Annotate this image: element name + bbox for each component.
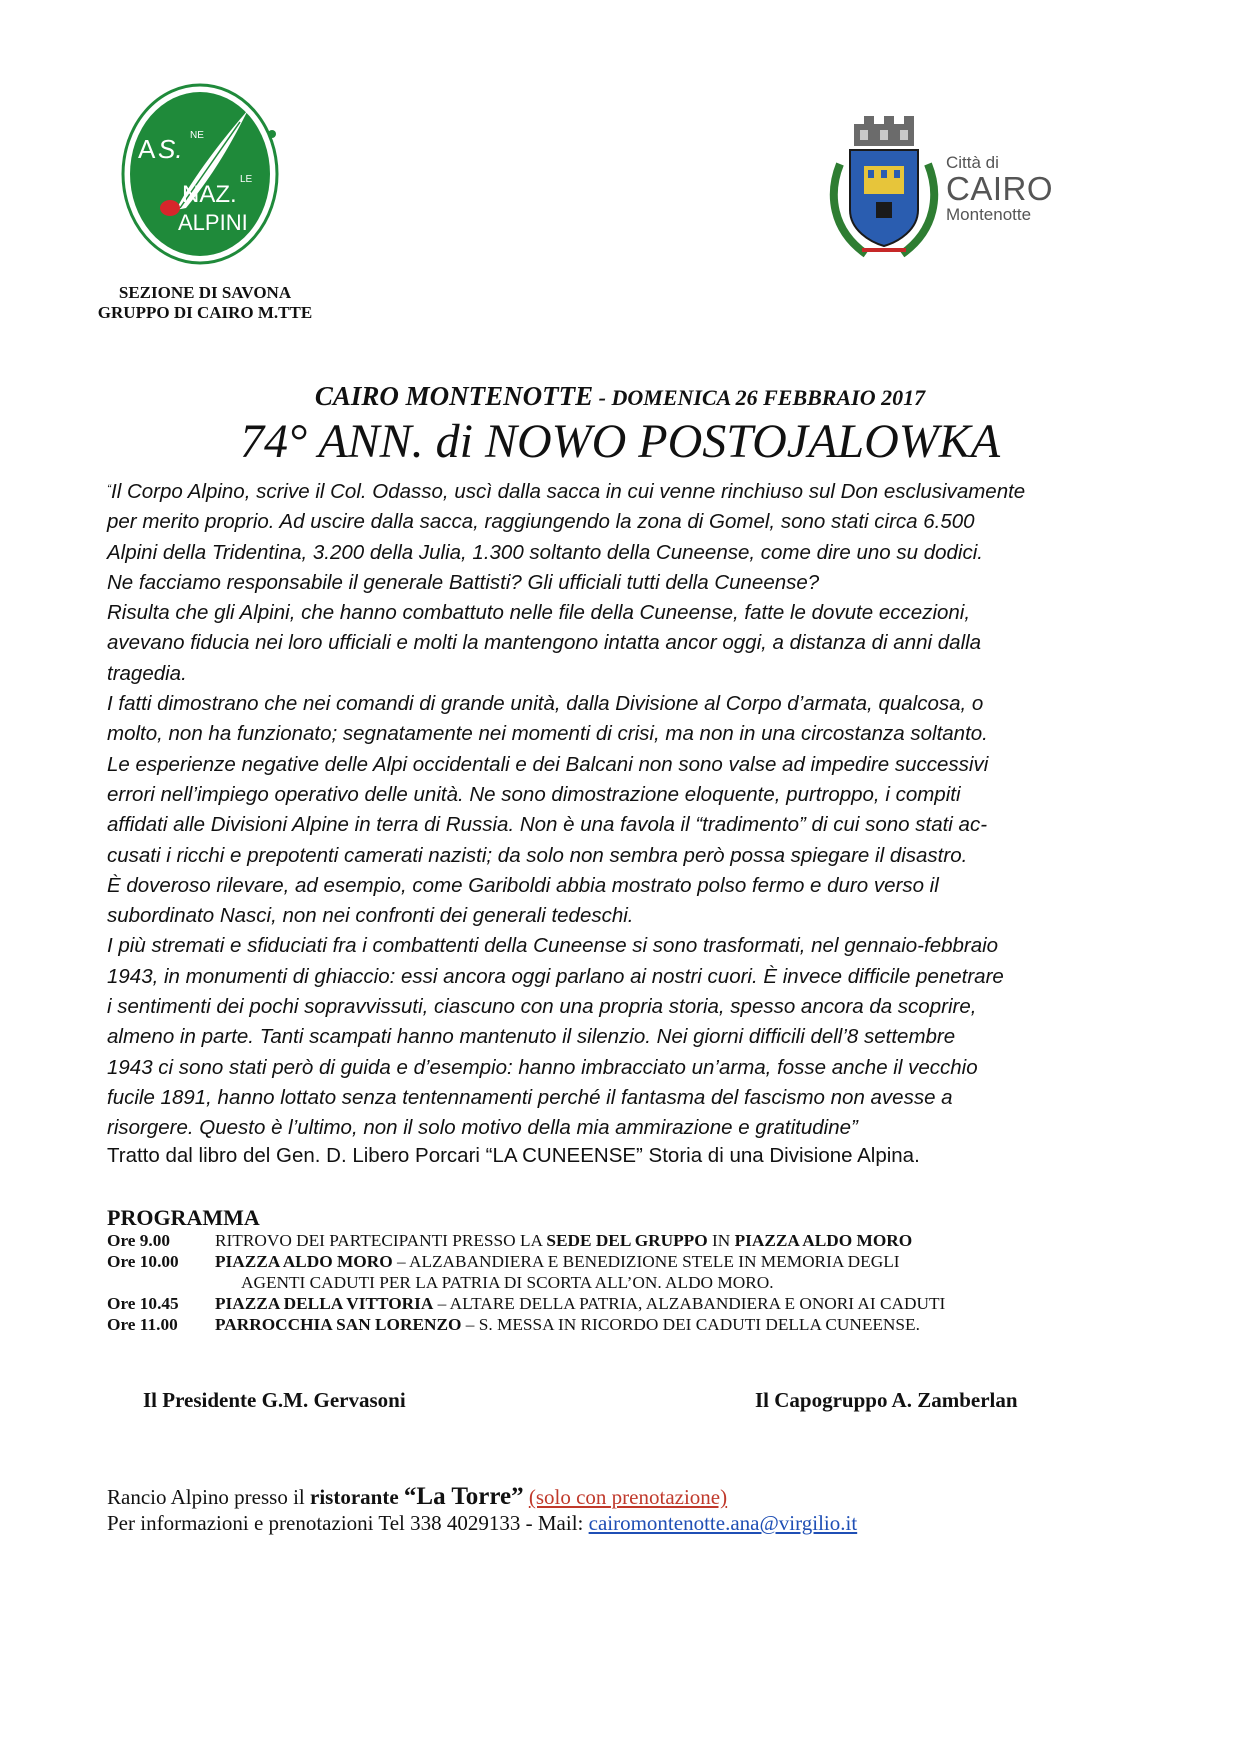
sezione-heading [60, 283, 350, 323]
event-main-title: 74° ANN. di NOWO POSTOJALOWKA [239, 415, 1001, 468]
programma-row [107, 1251, 1137, 1272]
cairo-montenotte-logo [826, 114, 1096, 264]
quote-line: I più stremati e sfiduciati fra i combattenti della Cuneense si sono trasformati, nel gennaio-febbraio [107, 934, 999, 958]
quote-line: 1943 ci sono stati però di guida e d’esempio: hanno imbracciato un’arma, fosse anche il vecchio [107, 1055, 978, 1079]
quote-line: 1943, in monumenti di ghiaccio: essi ancora oggi parlano ai nostri cuori. È invece difficile penetrare [107, 964, 1004, 988]
quote-line: fucile 1891, hanno lottato senza tentennamenti perché il fantasma del fascismo non avesse a [107, 1085, 953, 1109]
quote-line: affidati alle Divisioni Alpine in terra di Russia. Non è una favola il “tradimento” di cui sono stati ac- [107, 813, 988, 837]
svg-text:ALPINI: ALPINI [178, 210, 248, 235]
ana-logo-emblem [120, 82, 280, 266]
booking-note: (solo con prenotazione) [528, 1485, 728, 1509]
cairo-logo-line2: CAIRO [946, 170, 1054, 207]
ana-logo [120, 82, 280, 266]
programma-title: PROGRAMMA [107, 1205, 260, 1230]
programma-row [107, 1314, 1137, 1335]
cairo-logo-text [946, 154, 1053, 224]
event-place: CAIRO MONTENOTTE [314, 381, 594, 411]
signature-presidente: Il Presidente G.M. Gervasoni [143, 1388, 406, 1412]
programma-row [107, 1230, 1137, 1251]
gruppo-label: GRUPPO DI CAIRO M.TTE [97, 303, 313, 322]
svg-text:A: A [138, 134, 156, 164]
programma-time: Ore 10.45 [107, 1294, 179, 1313]
programma-row-continuation [107, 1272, 1137, 1293]
programma-text: PIAZZA DELLA VITTORIA – ALTARE DELLA PATRIA, ALZABANDIERA E ONORI AI CADUTI [215, 1294, 946, 1313]
sezione-label: SEZIONE DI SAVONA [118, 283, 292, 302]
programma-row [107, 1293, 1137, 1314]
quote-line: subordinato Nasci, non nei confronti dei generali tedeschi. [107, 904, 634, 928]
quote-line: È doveroso rilevare, ad esempio, come Gariboldi abbia mostrato polso fermo e duro verso il [107, 873, 939, 897]
event-date: - DOMENICA 26 FEBBRAIO 2017 [593, 385, 926, 410]
email-link[interactable]: cairomontenotte.ana@virgilio.it [588, 1511, 858, 1535]
quote-line: avevano fiducia nei loro ufficiali e molti la mantengono intatta ancor oggi, a distanza di anni dalla [107, 631, 982, 655]
svg-text:NE: NE [190, 130, 204, 141]
contact-line: Per informazioni e prenotazioni Tel 338 4029133 - Mail: cairomontenotte.ana@virgilio.it [107, 1511, 858, 1535]
quote-line: i sentimenti dei pochi sopravvissuti, ciascuno con una propria storia, spesso ancora da scoprire, [107, 995, 977, 1019]
quote-open-mark: “ [107, 482, 111, 496]
quote-line: almeno in parte. Tanti scampati hanno mantenuto il silenzio. Nei giorni difficili dell’8 settembre [107, 1025, 956, 1049]
quote-line: risorgere. Questo è l’ultimo, non il solo motivo della mia ammirazione e gratitudine” [107, 1116, 858, 1140]
quote-line: Le esperienze negative delle Alpi occidentali e dei Balcani non sono valse ad impedire successivi [107, 752, 989, 776]
programma-list [107, 1230, 1137, 1335]
restaurant-name: “La Torre” [403, 1483, 524, 1510]
quote-line: “Il Corpo Alpino, scrive il Col. Odasso, uscì dalla sacca in cui venne rinchiuso sul Don esclusivamente [107, 480, 1026, 503]
svg-text:S.: S. [158, 134, 183, 164]
cairo-crest-icon [826, 114, 942, 264]
quote-line: errori nell’impiego operativo delle unità. Ne sono dimostrazione eloquente, purtroppo, i compiti [107, 782, 961, 806]
programma-text: PARROCCHIA SAN LORENZO – S. MESSA IN RICORDO DEI CADUTI DELLA CUNEENSE. [215, 1315, 920, 1334]
quote-line: Risulta che gli Alpini, che hanno combattuto nelle file della Cuneense, fatte le dovute eccezioni, [107, 601, 971, 625]
quote-block [107, 474, 1127, 1144]
svg-text:NAZ.: NAZ. [182, 181, 237, 208]
quote-line: molto, non ha funzionato; segnatamente nei momenti di crisi, ma non in una circostanza soltanto. [107, 722, 988, 746]
svg-text:LE: LE [240, 174, 253, 185]
programma-time: Ore 11.00 [107, 1315, 178, 1334]
quote-line: I fatti dimostrano che nei comandi di grande unità, dalla Divisione al Corpo d’armata, qualcosa, o [107, 692, 984, 716]
cairo-logo-line1: Città di [946, 153, 999, 172]
programma-text: PIAZZA ALDO MORO – ALZABANDIERA E BENEDIZIONE STELE IN MEMORIA DEGLI [215, 1252, 900, 1271]
cairo-logo-line3: Montenotte [946, 205, 1032, 224]
quote-line: tragedia. [107, 661, 187, 685]
programma-text: RITROVO DEI PARTECIPANTI PRESSO LA SEDE DEL GRUPPO IN PIAZZA ALDO MORO [215, 1231, 913, 1250]
programma-text: AGENTI CADUTI PER LA PATRIA DI SCORTA ALL’ON. ALDO MORO. [241, 1273, 774, 1292]
quote-line: cusati i ricchi e prepotenti camerati nazisti; da solo non sembra però possa spiegare il disastro. [107, 843, 968, 867]
signature-capogruppo: Il Capogruppo A. Zamberlan [755, 1388, 1018, 1412]
event-title-line [0, 380, 1240, 414]
quote-line: Ne facciamo responsabile il generale Battisti? Gli ufficiali tutti della Cuneense? [107, 570, 820, 594]
quote-source: Tratto dal libro del Gen. D. Libero Porcari “LA CUNEENSE” Storia di una Divisione Alpina. [107, 1144, 920, 1167]
rancio-line: Rancio Alpino presso il ristorante “La Torre” (solo con prenotazione) [107, 1483, 728, 1510]
programma-time: Ore 10.00 [107, 1252, 179, 1271]
programma-time: Ore 9.00 [107, 1231, 171, 1250]
quote-line: per merito proprio. Ad uscire dalla sacca, raggiungendo la zona di Gomel, sono stati circa 6.500 [107, 510, 975, 534]
footer-info [107, 1484, 857, 1536]
quote-line: Alpini della Tridentina, 3.200 della Julia, 1.300 soltanto della Cuneense, come dire uno su dodici. [107, 540, 983, 564]
